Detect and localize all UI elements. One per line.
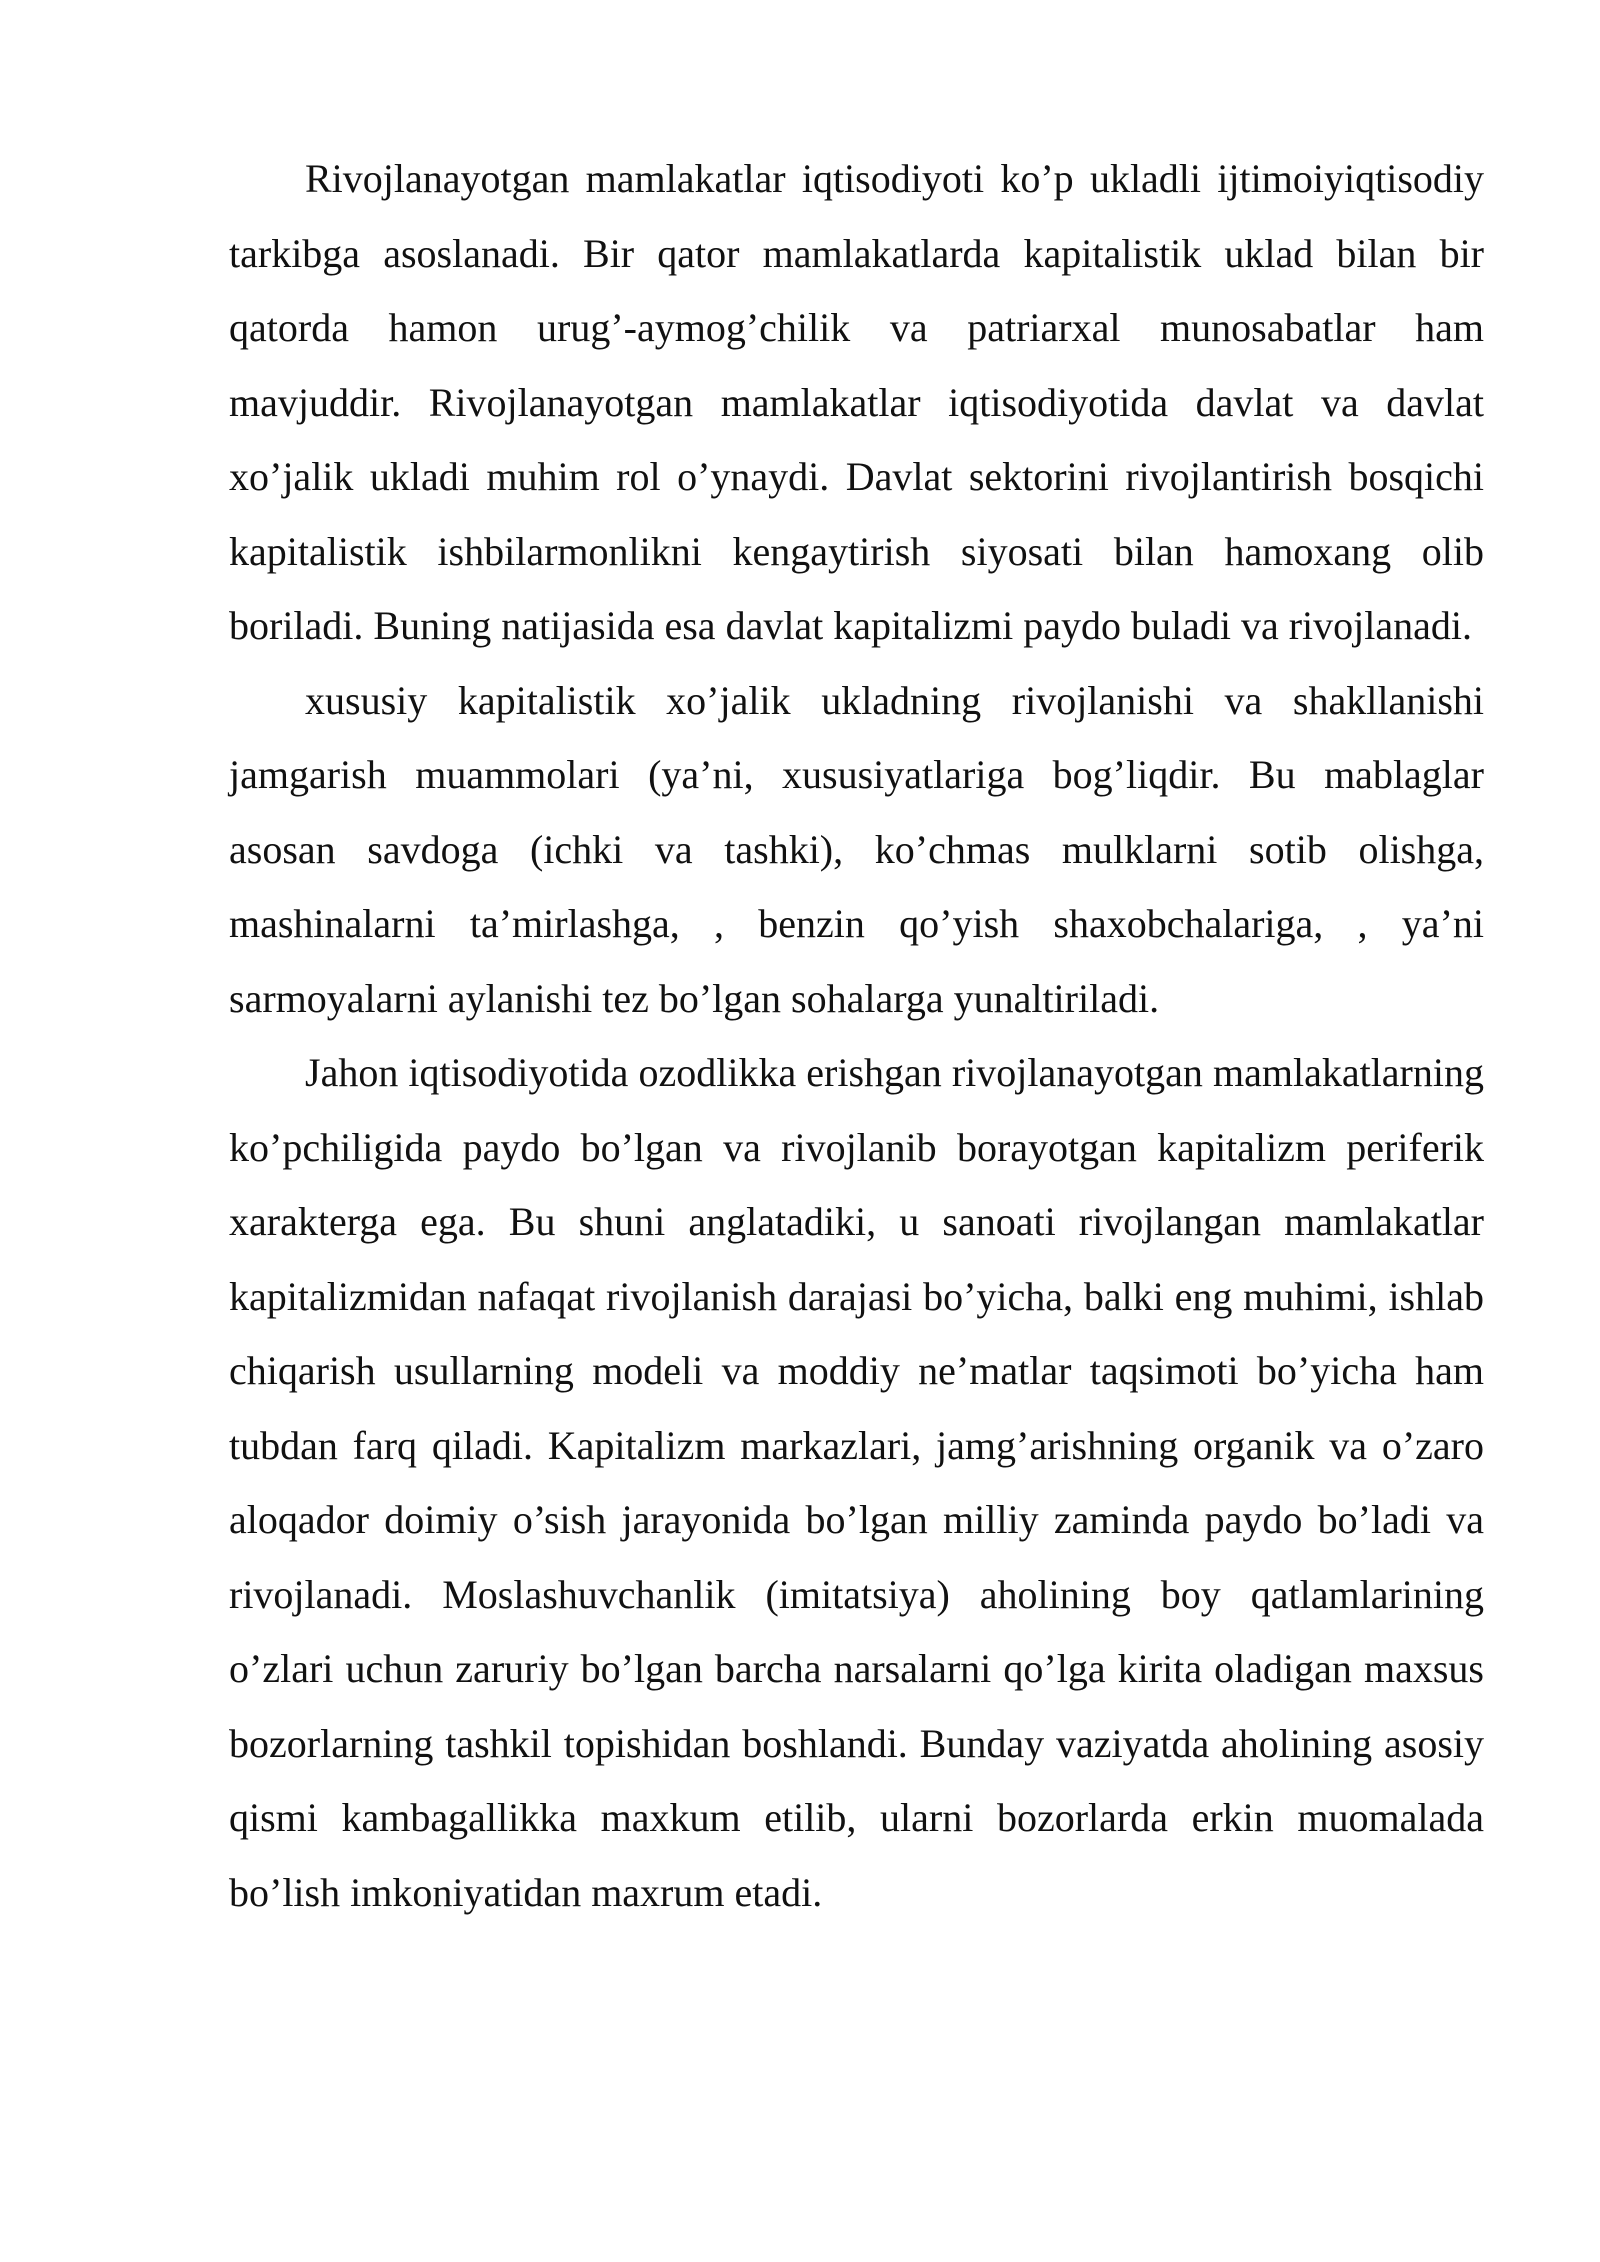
- paragraph-3: Jahon iqtisodiyotida ozodlikka erishgan rivojlanayotgan mamlakatlarning ko’pchiligida paydo bo’lgan va rivojlanib borayotgan kapitalizm periferik xarakterga ega. Bu shuni anglatadiki, u sanoati rivojlangan mamlakatlar kapitalizmidan nafaqat rivojlanish darajasi bo’yicha, balki eng muhimi, ishlab chiqarish usullarning modeli va moddiy ne’matlar taqsimoti bo’yicha ham tubdan farq qiladi. Kapitalizm markazlari, jamg’arishning organik va o’zaro aloqador doimiy o’sish jarayonida bo’lgan milliy zaminda paydo bo’ladi va rivojlanadi. Moslashuvchanlik (imitatsiya) aholining boy qatlamlarining o’zlari uchun zaruriy bo’lgan barcha narsalarni qo’lga kirita oladigan maxsus bozorlarning tashkil topishidan boshlandi. Bunday vaziyatda aholining asosiy qismi kambagallikka maxkum etilib, ularni bozorlarda erkin muomalada bo’lish imkoniyatidan maxrum etadi.: [229, 1050, 1484, 1915]
- paragraph-2: xususiy kapitalistik xo’jalik ukladning rivojlanishi va shakllanishi jamgarish muammolari (ya’ni, xususiyatlariga bog’liqdir. Bu mablaglar asosan savdoga (ichki va tashki), ko’chmas mulklarni sotib olishga, mashinalarni ta’mirlashga, , benzin qo’yish shaxobchalariga, , ya’ni sarmoyalarni aylanishi tez bo’lgan sohalarga yunaltiriladi.: [229, 677, 1484, 1021]
- body-text: [229, 142, 1484, 1930]
- paragraph-1: Rivojlanayotgan mamlakatlar iqtisodiyoti ko’p ukladli ijtimoiyiqtisodiy tarkibga asoslanadi. Bir qator mamlakatlarda kapitalistik uklad bilan bir qatorda hamon urug’-aymog’chilik va patriarxal munosabatlar ham mavjuddir. Rivojlanayotgan mamlakatlar iqtisodiyotida davlat va davlat xo’jalik ukladi muhim rol o’ynaydi. Davlat sektorini rivojlantirish bosqichi kapitalistik ishbilarmonlikni kengaytirish siyosati bilan hamoxang olib boriladi. Buning natijasida esa davlat kapitalizmi paydo buladi va rivojlanadi.: [229, 156, 1484, 648]
